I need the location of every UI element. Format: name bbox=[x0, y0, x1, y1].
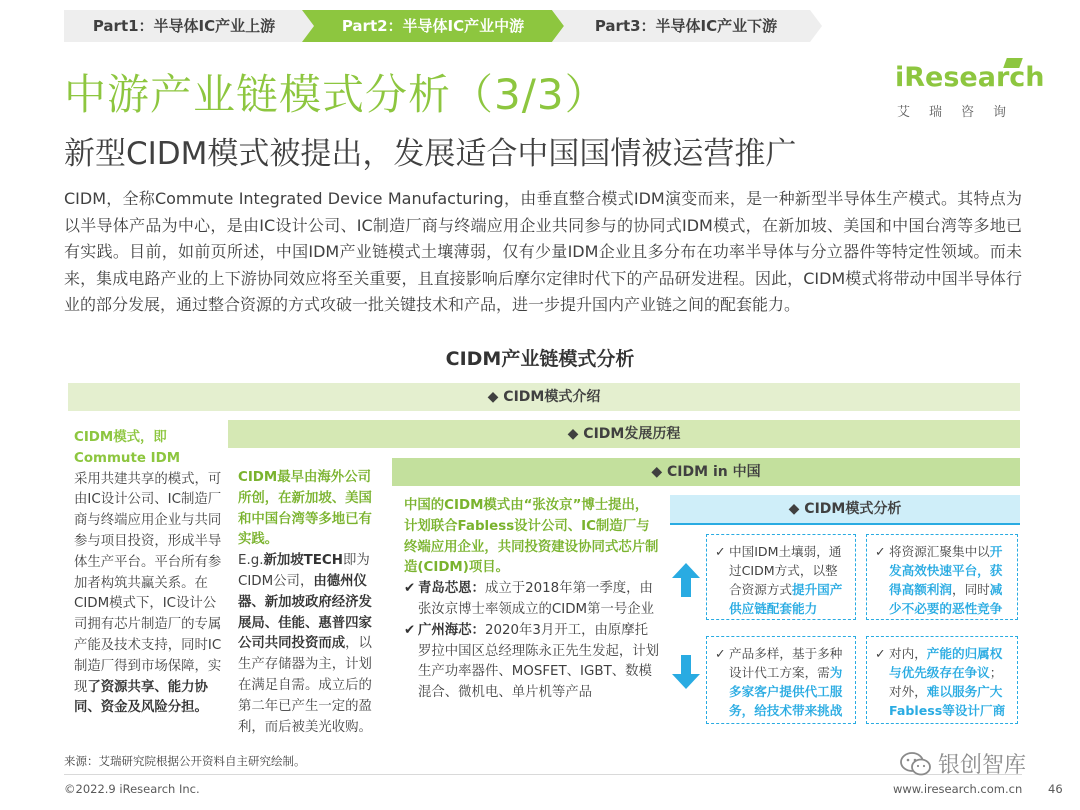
copyright: ©2022.9 iResearch Inc. bbox=[64, 782, 200, 796]
bar-cidm-analysis: ◆ CIDM模式分析 bbox=[670, 495, 1020, 523]
analysis-box-pro-2 bbox=[866, 534, 1018, 620]
analysis-highlight: 减少不必要的恶性竞争 bbox=[889, 582, 1003, 616]
wechat-icon bbox=[899, 750, 933, 778]
bar-cidm-intro: ◆ CIDM模式介绍 bbox=[68, 383, 1020, 411]
check-icon: ✔ bbox=[404, 622, 416, 638]
analysis-highlight: 产能的归属权与优先级存在争议 bbox=[889, 646, 1003, 680]
source-note: 来源：艾瑞研究院根据公开资料自主研究绘制。 bbox=[64, 754, 306, 768]
check-icon: ✔ bbox=[404, 581, 416, 597]
analysis-highlight: 为多家客户提供代工服务，给技术带来挑战 bbox=[729, 665, 843, 718]
analysis-highlight: 开发高效快速平台，获得高额利润 bbox=[889, 544, 1003, 597]
col-china-head: 中国的CIDM模式由“张汝京”博士提出，计划联合Fabless设计公司、IC制造厂与终端应用企业，共同投资建设协同式芯片制造(CIDM)项目。 bbox=[404, 498, 659, 576]
company-desc: 2020年3月开工，由原摩托罗拉中国区总经理陈永正先生发起，计划生产功率器件、MOSFET、IGBT、数模混合、微机电、单片机等产品 bbox=[418, 622, 660, 701]
col-history-b1: 新加坡TECH bbox=[263, 553, 343, 569]
tab-part3-label: Part3：半导体IC产业下游 bbox=[594, 17, 778, 35]
intro-paragraph: CIDM，全称Commute Integrated Device Manufacturing，由垂直整合模式IDM演变而来，是一种新型半导体生产模式。其特点为以半导体产品为中心，是由IC设计公司、IC制造厂商与终端应用企业共同参与的协同式IDM模式，在新加坡、美国和中国台湾等多地已有实践。目前，如前页所述，中国IDM产业链模式土壤薄弱，仅有少量IDM企业且多分布在功率半导体与分立器件等特定性领域。而未来，集成电路产业的上下游协同效应将至关重要，且直接影响后摩尔定律时代下的产品研发进程。因此，CIDM模式将带动中国半导体行业的部分发展，通过整合资源的方式攻破一批关键技术和产品，进一步提升国内产业链之间的配套能力。 bbox=[64, 189, 1022, 314]
arrow-up-icon bbox=[672, 563, 700, 597]
col-history bbox=[238, 468, 384, 738]
company-name: 青岛芯恩： bbox=[418, 581, 485, 597]
analysis-plain: 中国IDM土壤弱，通过CIDM方式，以整合资源方式 bbox=[729, 544, 842, 597]
logo: iResearch bbox=[895, 62, 1045, 93]
analysis-box-con-1 bbox=[706, 636, 856, 724]
analysis-plain: 对内， bbox=[889, 646, 927, 661]
analysis-plain: 产品多样，基于多种设计代工方案，需 bbox=[729, 646, 843, 680]
company-desc: 成立于2018年第一季度，由张汝京博士率领成立的CIDM第一号企业 bbox=[418, 581, 655, 617]
list-item bbox=[404, 621, 660, 704]
tab-part2-label: Part2：半导体IC产业中游 bbox=[341, 17, 525, 35]
tab-part1-label: Part1：半导体IC产业上游 bbox=[92, 17, 276, 35]
col-history-b2: 由德州仪器、新加坡政府经济发展局、佳能、惠普四家公司共同投资而成 bbox=[238, 573, 372, 652]
col-intro-bold: 了资源共享、能力协同、资金及风险分担。 bbox=[74, 679, 208, 716]
col-intro-text: 采用共建共享的模式，可由IC设计公司、IC制造厂商与终端应用企业与共同参与项目投资，形成半导体生产平台。平台所有参加者构筑共赢关系。在CIDM模式下，IC设计公司拥有芯片制造厂的专属产能及技术支持，同时IC制造厂得到市场保障，实现 bbox=[74, 471, 222, 695]
page-subtitle: 新型CIDM模式被提出，发展适合中国国情被运营推广 bbox=[64, 136, 797, 172]
col-history-t1: E.g. bbox=[238, 553, 264, 569]
footer-divider bbox=[64, 774, 1022, 775]
col-intro bbox=[74, 428, 224, 719]
col-history-t2: 即为CIDM公司， bbox=[238, 553, 370, 589]
analysis-box-pro-1 bbox=[706, 534, 856, 620]
analysis-highlight: 难以服务广大Fabless等设计厂商 bbox=[889, 684, 1006, 718]
analysis-divider bbox=[670, 523, 1020, 525]
analysis-text bbox=[715, 542, 849, 618]
analysis-text bbox=[875, 542, 1011, 618]
analysis-plain: ；对外， bbox=[889, 665, 1003, 699]
check-icon: ✓ bbox=[715, 544, 726, 559]
bar-cidm-china: ◆ CIDM in 中国 bbox=[392, 458, 1020, 486]
analysis-highlight: 提升国产供应链配套能力 bbox=[729, 582, 843, 616]
list-item bbox=[404, 579, 660, 621]
analysis-box-con-2 bbox=[866, 636, 1018, 724]
col-history-t3: ，以生产存储器为主，计划在满足自需。成立后的第二年已产生一定的盈利，而后被美光收购。 bbox=[238, 636, 372, 735]
arrow-down-icon bbox=[672, 655, 700, 689]
analysis-plain: ，同时 bbox=[951, 582, 990, 597]
watermark: 银创智库 bbox=[938, 753, 1027, 778]
col-china bbox=[404, 496, 660, 704]
col-history-head: CIDM最早由海外公司所创，在新加坡、美国和中国台湾等多地已有实践。 bbox=[238, 470, 372, 548]
page-title: 中游产业链模式分析（3/3） bbox=[64, 70, 608, 119]
analysis-plain: 将资源汇聚集中以 bbox=[889, 544, 990, 559]
page-number: 46 bbox=[1048, 782, 1063, 796]
analysis-text bbox=[875, 644, 1011, 720]
col-intro-head: CIDM模式，即Commute IDM bbox=[74, 430, 181, 466]
logo-subtitle: 艾瑞咨询 bbox=[897, 105, 1026, 120]
check-icon: ✓ bbox=[875, 544, 886, 559]
check-icon: ✓ bbox=[715, 646, 726, 661]
company-name: 广州海芯： bbox=[418, 622, 485, 638]
diagram-title: CIDM产业链模式分析 bbox=[445, 348, 635, 370]
bar-cidm-history: ◆ CIDM发展历程 bbox=[228, 420, 1020, 448]
check-icon: ✓ bbox=[875, 646, 886, 661]
analysis-text bbox=[715, 644, 849, 720]
website-link[interactable]: www.iresearch.com.cn bbox=[893, 782, 1023, 796]
